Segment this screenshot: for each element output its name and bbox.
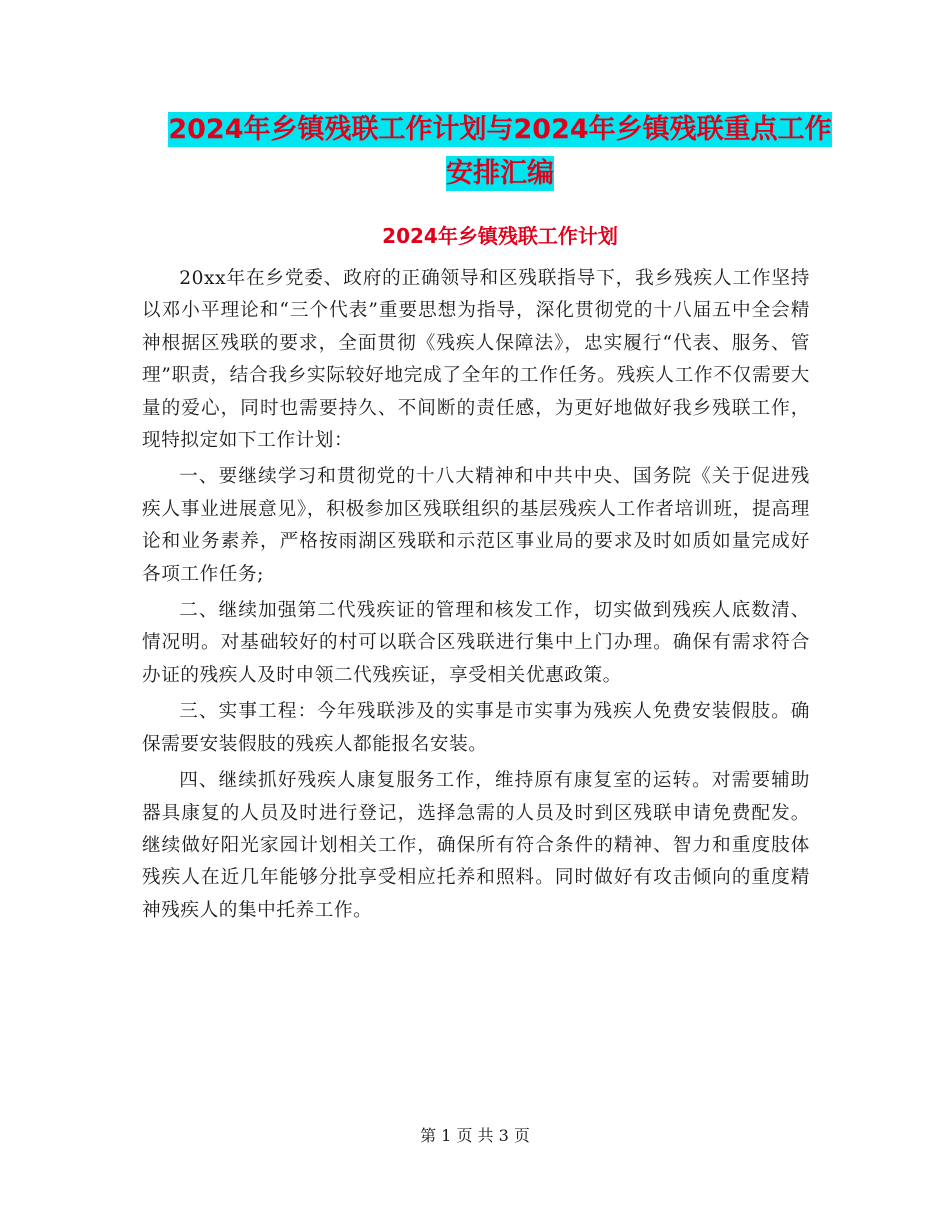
paragraph-item-1: 一、要继续学习和贯彻党的十八大精神和中共中央、国务院《关于促进残疾人事业进展意见》，积极参加区残联组织的基层残疾人工作者培训班，提高理论和业务素养，严格按雨湖区残联和示范区事业局的要求及时如质如量完成好各项工作任务; bbox=[142, 466, 810, 585]
paragraph-item-3: 三、实事工程：今年残联涉及的实事是市实事为残疾人免费安装假肢。确保需要安装假肢的残疾人都能报名安装。 bbox=[142, 701, 810, 755]
document-body bbox=[142, 263, 810, 931]
paragraph-item-2: 二、继续加强第二代残疾证的管理和核发工作，切实做到残疾人底数清、情况明。对基础较好的村可以联合区残联进行集中上门办理。确保有需求符合办证的残疾人及时申领二代残疾证，享受相关优惠政策。 bbox=[142, 600, 810, 686]
page-footer: 第 1 页 共 3 页 bbox=[420, 1126, 530, 1145]
section-title: 2024年乡镇残联工作计划 bbox=[382, 224, 618, 248]
paragraph-item-4: 四、继续抓好残疾人康复服务工作，维持原有康复室的运转。对需要辅助器具康复的人员及时进行登记，选择急需的人员及时到区残联申请免费配发。继续做好阳光家园计划相关工作，确保所有符合条件的精神、智力和重度肢体残疾人在近几年能够分批享受相应托养和照料。同时做好有攻击倾向的重度精神残疾人的集中托养工作。 bbox=[142, 770, 810, 921]
paragraph-intro: 20xx年在乡党委、政府的正确领导和区残联指导下，我乡残疾人工作坚持以邓小平理论和“三个代表”重要思想为指导，深化贯彻党的十八届五中全会精神根据区残联的要求，全面贯彻《残疾人保障法》，忠实履行“代表、服务、管理”职责，结合我乡实际较好地完成了全年的工作任务。残疾人工作不仅需要大量的爱心，同时也需要持久、不间断的责任感，为更好地做好我乡残联工作，现特拟定如下工作计划： bbox=[142, 268, 810, 452]
document-title bbox=[140, 108, 860, 196]
document-title-line2: 安排汇编 bbox=[446, 158, 554, 189]
document-title-line1: 2024年乡镇残联工作计划与2024年乡镇残联重点工作 bbox=[168, 114, 832, 145]
